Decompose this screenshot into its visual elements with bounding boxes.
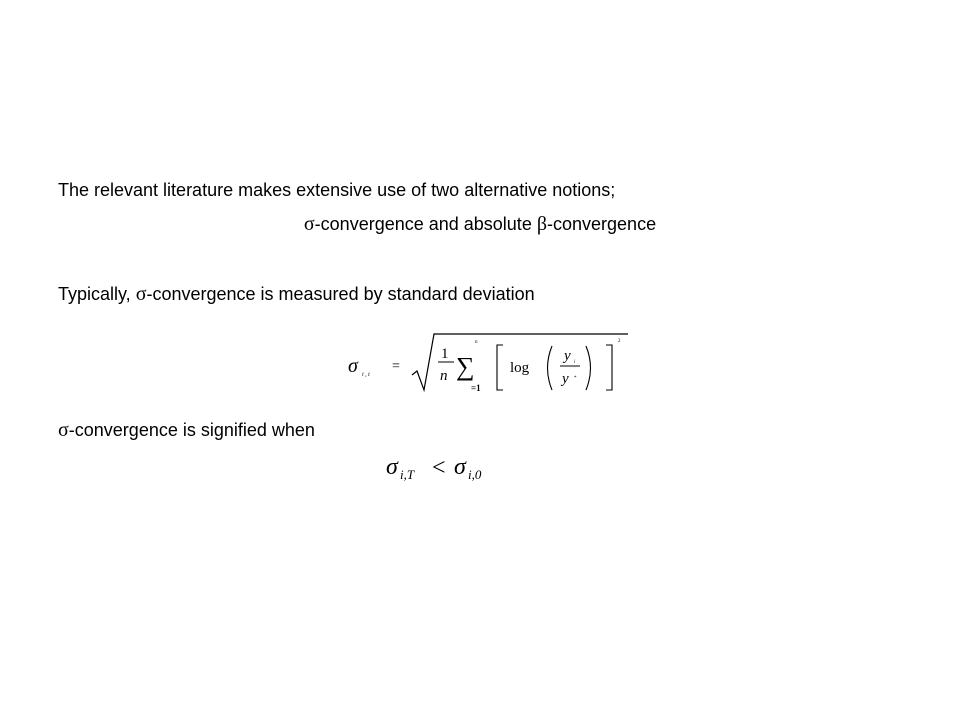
- formula-sigma-subscript: i , t: [362, 372, 370, 378]
- sum-upper-limit: n: [475, 340, 478, 345]
- intro-text-content: The relevant literature makes extensive use of two alternative notions;: [58, 180, 616, 200]
- inequality-right-subscript: i,0: [468, 467, 482, 482]
- power-exponent: 2: [618, 339, 621, 344]
- less-than-operator: <: [432, 455, 446, 481]
- notions-text-part1: -convergence and absolute: [314, 214, 537, 234]
- measurement-line: [58, 283, 535, 305]
- measurement-prefix: Typically,: [58, 284, 136, 304]
- intro-text: [58, 179, 615, 201]
- standard-deviation-formula: [336, 328, 636, 398]
- standard-deviation-formula-graphic: [336, 328, 636, 398]
- log-function: log: [510, 360, 530, 376]
- sum-lower-limit: =1: [471, 383, 481, 393]
- notions-line: [0, 213, 960, 235]
- fraction-numerator: 1: [441, 346, 449, 362]
- summation-symbol: ∑: [456, 352, 475, 381]
- convergence-inequality-graphic: [382, 450, 502, 484]
- inequality-left-sigma: σ: [386, 454, 398, 480]
- ratio-numerator-subscript: i: [574, 360, 576, 365]
- condition-text: -convergence is signified when: [68, 420, 315, 440]
- ratio-denominator: y: [562, 371, 569, 387]
- convergence-inequality: [382, 450, 502, 484]
- beta-symbol: β: [536, 213, 548, 235]
- right-paren: [586, 346, 591, 390]
- notions-text-part2: -convergence: [547, 214, 657, 234]
- ratio-denominator-subscript: *: [574, 376, 577, 381]
- sigma-symbol: σ: [58, 419, 69, 441]
- sigma-symbol: σ: [303, 213, 315, 235]
- right-bracket: [606, 345, 612, 390]
- inequality-left-subscript: i,T: [400, 467, 415, 482]
- formula-equals: =: [392, 359, 400, 374]
- left-paren: [548, 346, 553, 390]
- ratio-numerator: y: [564, 348, 571, 364]
- inequality-right-sigma: σ: [454, 454, 466, 480]
- condition-line: [58, 419, 315, 441]
- measurement-suffix: -convergence is measured by standard deviation: [146, 284, 535, 304]
- sigma-symbol: σ: [135, 283, 147, 305]
- formula-sigma: σ: [348, 355, 358, 377]
- fraction-denominator: n: [440, 368, 448, 384]
- left-bracket: [497, 345, 503, 390]
